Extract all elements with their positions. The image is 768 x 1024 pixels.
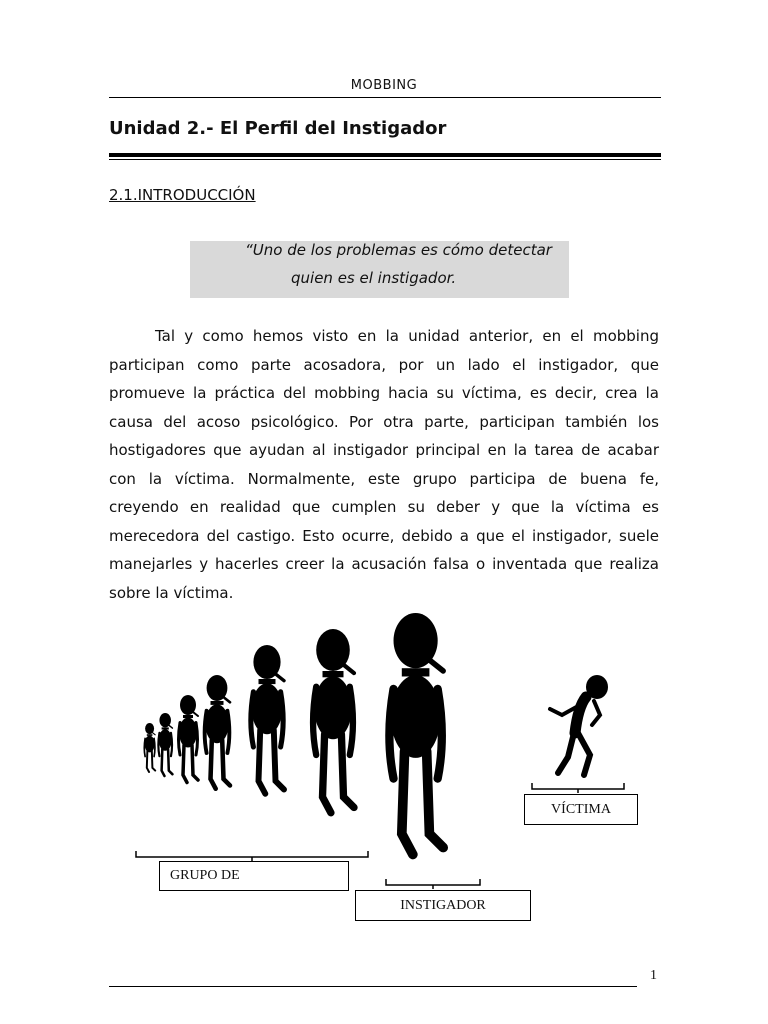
title-rule-thick [109,153,661,157]
header-rule [109,97,661,98]
quote-line-2: quien es el instigador. [291,269,457,287]
body-paragraph: Tal y como hemos visto en la unidad anterior, en el mobbing participan como parte acosadora, por un lado el instigador, que promueve la práctica del mobbing hacia su víctima, es decir, crea la causa del acoso psicológico. Por otra parte, participan también los hostigadores que ayudan al instigador principal en la tarea de acabar con la víctima. Normalmente, este grupo participa de buena fe, creyendo en realidad que cumplen su deber y que la víctima es merecedora del castigo. Esto ocurre, debido a que el instigador, suele manejarles y hacerles creer la acusación falsa o inventada que realiza sobre la víctima. [109,327,659,602]
instigator-figure [389,613,443,855]
page-number: 1 [650,968,657,983]
hostigador-figure-5 [251,645,284,794]
hostigador-figure-2 [158,713,172,776]
label-victima: VÍCTIMA [524,794,638,825]
section-heading: 2.1.INTRODUCCIÓN [109,186,256,204]
footer-rule [109,986,637,987]
unit-title: Unidad 2.- El Perfil del Instigador [109,118,447,139]
title-rule-thin [109,159,661,160]
hostigador-figure-4 [205,675,230,789]
group-bracket [136,851,368,861]
label-instigador: INSTIGADOR [355,890,531,921]
running-header: MOBBING [350,78,418,93]
hostigador-figure-6 [313,629,354,813]
instigator-bracket [386,879,480,889]
label-grupo-de: GRUPO DE [159,861,349,891]
hostigador-figure-1 [144,723,155,772]
quote-line-1: “Uno de los problemas es cómo detectar [245,241,552,259]
hostigador-figure-3 [179,695,199,783]
victim-bracket [532,783,624,793]
victim-figure [550,675,608,775]
quote-box [190,241,569,298]
